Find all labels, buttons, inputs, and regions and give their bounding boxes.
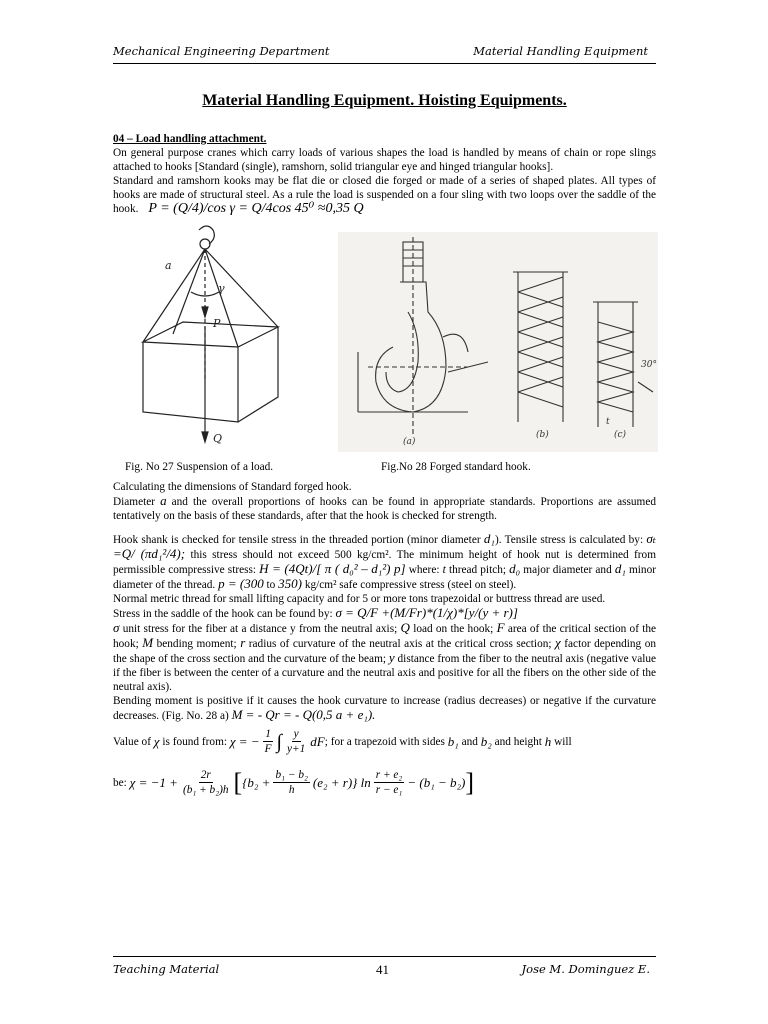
var-d1: d₁ [483,531,495,546]
var-r: r [240,635,246,650]
bending-moment-formula: M = - Qr = - Q(0,5 a + e₁). [231,707,376,722]
trap-lhs: χ = −1 + [129,774,178,790]
chi-text-c: ; for a trapezoid with sides [324,735,445,748]
var-d0: d₀ [509,561,521,576]
fig2-label-b: (b) [536,430,549,440]
fig2-label-a: (a) [403,437,416,447]
saddle-stress-formula: σ = Q/F +(M/Fr)*(1/χ)*[y/(y + r)] [335,605,518,620]
var-df: dF [310,733,325,749]
frac-den-h: h [288,784,295,796]
def-text-g: factor depending on the shape of the cross section and the curvature of the beam; [113,638,656,665]
figures-row [113,222,656,454]
paragraph-definitions [113,621,656,694]
sling-force-formula: P = (Q/4)/cos γ = Q/4cos 45⁰ ≈0,35 Q [148,201,364,216]
shank-text-e: thread pitch; [448,564,507,576]
frac-num-2r: 2r [200,769,211,781]
fig1-label-q: Q [213,432,223,445]
var-t: t [442,564,446,576]
var-sigma: σ [113,620,120,635]
chi-integral-row [113,727,656,756]
figure-load-suspension [113,222,313,452]
figure-forged-hook [338,232,658,452]
var-m: M [142,635,154,650]
var-d1-b: d₁ [614,561,626,576]
diameter-text-a: Diameter [113,496,156,508]
frac-num-y: y [293,728,299,740]
trap-mid-2: (e₂ + r)} ln [312,774,371,790]
chi-lhs: χ = − [229,733,260,749]
paragraph-bending-moment [113,694,656,723]
header-left: Mechanical Engineering Department [113,44,330,58]
var-y: y [388,650,395,665]
bending-text: Bending moment is positive if it causes the hook curvature to increase (radius decreases) or negative if the curvature decreases. (Fig. No. 28 a) [113,695,656,722]
frac-num-re2: r + e₂ [375,769,403,781]
shank-text-c: this stress should not exceed 500 kg/cm². The minimum height of hook nut is determined from permissible compressive stress: [113,549,656,576]
paragraph-diameter [113,494,656,523]
shank-text-b: ). Tensile stress is calculated by: [494,534,644,546]
paragraph-hooks-intro: On general purpose cranes which carry loads of various shapes the load is handled by means of chain or rope slings attached to hooks [Standard (single), ramshorn, solid triangular eye and hinged triangular hooks]. [113,147,656,173]
footer-left: Teaching Material [113,962,220,976]
paragraph-threads: Normal metric thread for small lifting capacity and for 5 or more tons trapezoidal or buttress thread are used. [113,593,606,605]
var-p: p = (300 [218,576,264,591]
frac-y-over-y1 [285,727,307,756]
var-h: h [544,733,552,749]
fig2-label-30deg: 30° [641,360,657,370]
tensile-stress-formula: σₜ =Q/ (πd₁²/4); [113,531,657,561]
frac-den-y1: y+1 [286,743,306,755]
def-text-d: bending moment; [156,638,237,650]
frac-num-b1b2: b₁ − b₂ [275,769,308,781]
def-text-c: area of the critical section of the hook; [113,623,657,650]
frac-den-f: F [264,743,272,755]
nut-height-formula: H = (4Qt)/[ π ( d₀² – d₁²) p] [259,561,406,576]
frac-log [374,768,405,797]
def-text-a: unit stress for the fiber at a distance y from the neutral axis; [122,623,398,635]
trap-mid-1: {b₂ + [242,774,271,790]
var-350: 350) [278,576,302,591]
var-chi-b: χ [153,733,160,749]
var-a: a [160,493,167,508]
section-heading: 04 – Load handling attachment. [113,133,267,145]
shank-text-f: major diameter and [523,564,612,576]
def-text-e: radius of curvature of the neutral axis at the critical cross section; [248,638,552,650]
def-text-b: load on the hook; [413,623,494,635]
paragraph-shank-check [113,532,656,592]
footer-rule [113,956,656,957]
footer-right: Jose M. Dominguez E. [521,962,650,976]
page-title: Material Handling Equipment. Hoisting Equipments. [202,92,567,109]
frac-b1b2-h [273,768,309,797]
be-text: be: [113,776,127,789]
fig1-label-a: a [165,259,172,272]
chi-trapezoid-row: be: χ = −1 + $\frac{2r}{\text{(b₁ + b₂)h}}$ [ {b₂ + $\frac{\text{b₁ − b₂}}{h}$ (e₂ + r)} ln $\frac{\text{r + e₂}}{\text{r − e₁}}$ − (b₁ − b₂) ] [113,767,475,797]
shank-text-to: to [266,579,276,591]
shank-text-g: minor diameter of the thread. [113,564,656,591]
figure-28-caption: Fig.No 28 Forged standard hook. [381,461,531,473]
fig1-label-gamma: γ [218,282,225,295]
page-number: 41 [376,962,389,977]
hook-types-text: Standard and ramshorn kooks may be flat die or closed die forged or made of a series of shaped plates. All types of hooks are made of structural steel. As a rule the load is suspended on a four sling with two loops over the saddle of the hook. [113,175,656,215]
chi-text-e: will [554,735,572,748]
frac-den-b1b2h: (b₁ + b₂)h [182,784,229,796]
chi-text-d: and height [494,735,542,748]
def-text-h: distance from the fiber to the neutral axis (negative value if the fiber is between the center of a curvature and the neutral axis and positive for all the fibers on the other side of the neutral axis). [113,653,657,693]
fig1-label-p: P [213,317,221,330]
chi-text-b: is found from: [162,735,227,748]
paragraph-calc-heading: Calculating the dimensions of Standard forged hook. [113,481,352,493]
trap-end: − (b₁ − b₂) [407,774,466,790]
chi-text-and: and [461,735,478,748]
chi-text-a: Value of [113,735,151,748]
figure-27-caption: Fig. No 27 Suspension of a load. [125,461,274,473]
var-q: Q [400,620,410,635]
captions-row [113,460,656,480]
frac-num-1: 1 [265,728,271,740]
var-f: F [496,620,505,635]
saddle-text: Stress in the saddle of the hook can be found by: [113,608,333,620]
shank-text-d: where: [408,564,440,576]
var-b2: b₂ [480,733,492,749]
shank-text-h: kg/cm² safe compressive stress (steel on steel). [304,579,517,591]
shank-text-a: Hook shank is checked for tensile stress in the threaded portion (minor diameter [113,534,481,546]
main-body [113,132,656,797]
header-rule [113,63,656,64]
diameter-text-b: and the overall proportions of hooks can be found in appropriate standards. Proportions are assumed tentatively on the basis of these standards, after that the hook is checked for strength. [113,496,656,522]
paragraph-hook-types [113,174,656,216]
var-chi: χ [555,635,561,650]
paragraph-saddle-stress [113,606,656,621]
frac-den-re1: r − e₁ [375,784,403,796]
header-right: Material Handling Equipment [473,44,648,58]
frac-2r [181,768,231,797]
integral-sign: ∫ [276,730,282,753]
fig2-label-c: (c) [614,430,627,440]
var-b1: b₁ [447,733,459,749]
fig2-label-t: t [606,417,610,427]
frac-one-over-f [263,727,274,756]
